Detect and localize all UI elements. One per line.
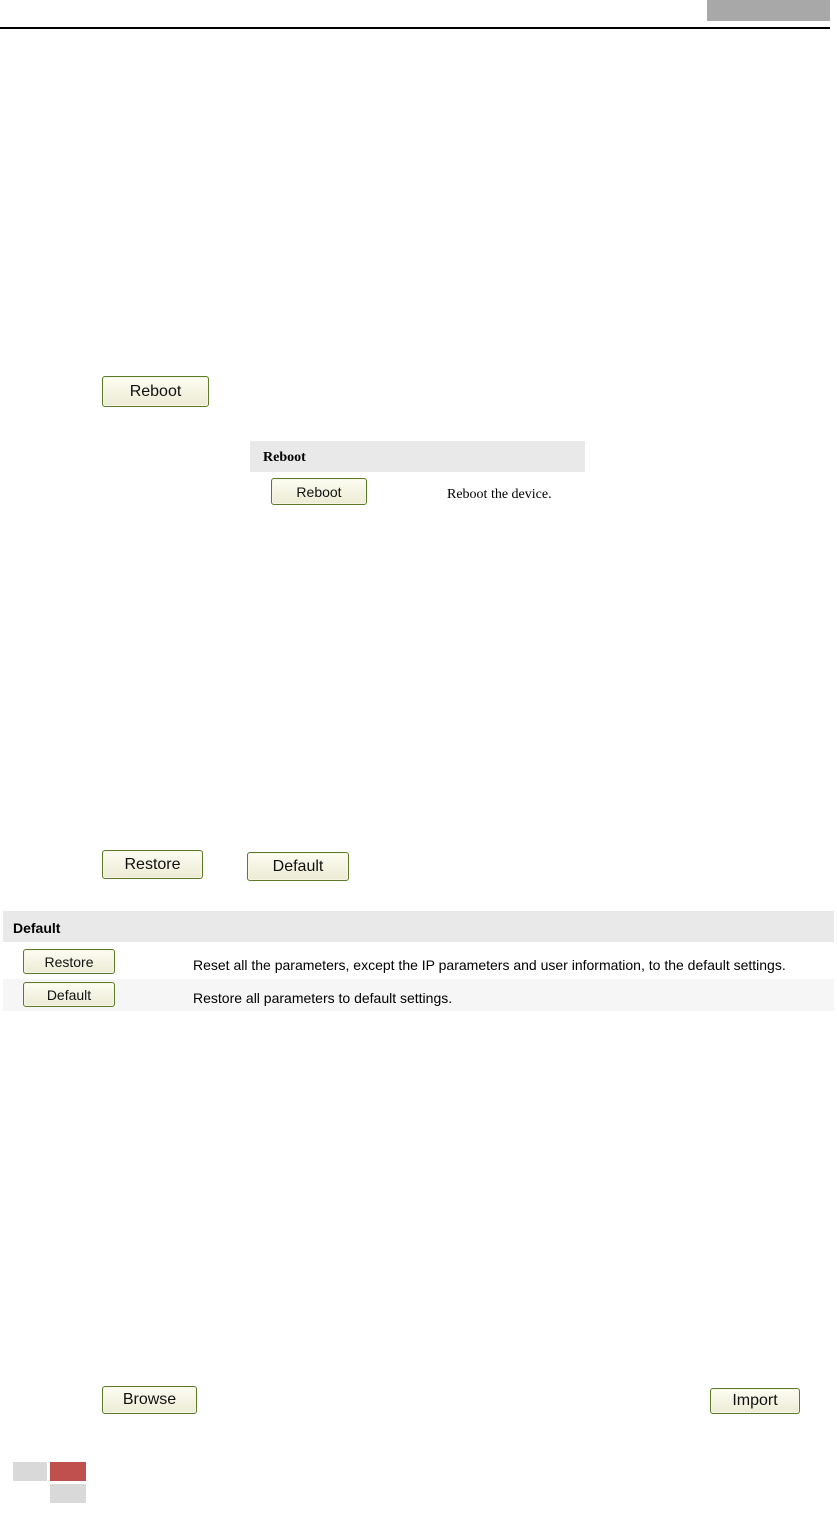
footer-gray-square-lower: [50, 1484, 86, 1503]
reboot-panel-title: Reboot: [250, 441, 585, 472]
panel-reboot-button[interactable]: Reboot: [271, 478, 367, 505]
footer-red-square: [50, 1462, 86, 1481]
default-panel-title: Default: [3, 911, 834, 942]
reboot-button[interactable]: Reboot: [102, 376, 209, 407]
reboot-description: Reboot the device.: [447, 487, 552, 502]
import-button[interactable]: Import: [710, 1388, 800, 1414]
default-description: Restore all parameters to default settings.: [193, 990, 453, 1006]
panel-default-button[interactable]: Default: [23, 982, 115, 1007]
panel-restore-button[interactable]: Restore: [23, 949, 115, 974]
header-rule: [0, 27, 830, 29]
restore-button[interactable]: Restore: [102, 850, 203, 879]
footer-gray-square: [13, 1462, 47, 1481]
restore-description: Reset all the parameters, except the IP parameters and user information, to the default settings.: [193, 957, 786, 973]
header-tab-block: [707, 0, 830, 21]
default-button[interactable]: Default: [247, 852, 349, 881]
browse-button[interactable]: Browse: [102, 1386, 197, 1414]
